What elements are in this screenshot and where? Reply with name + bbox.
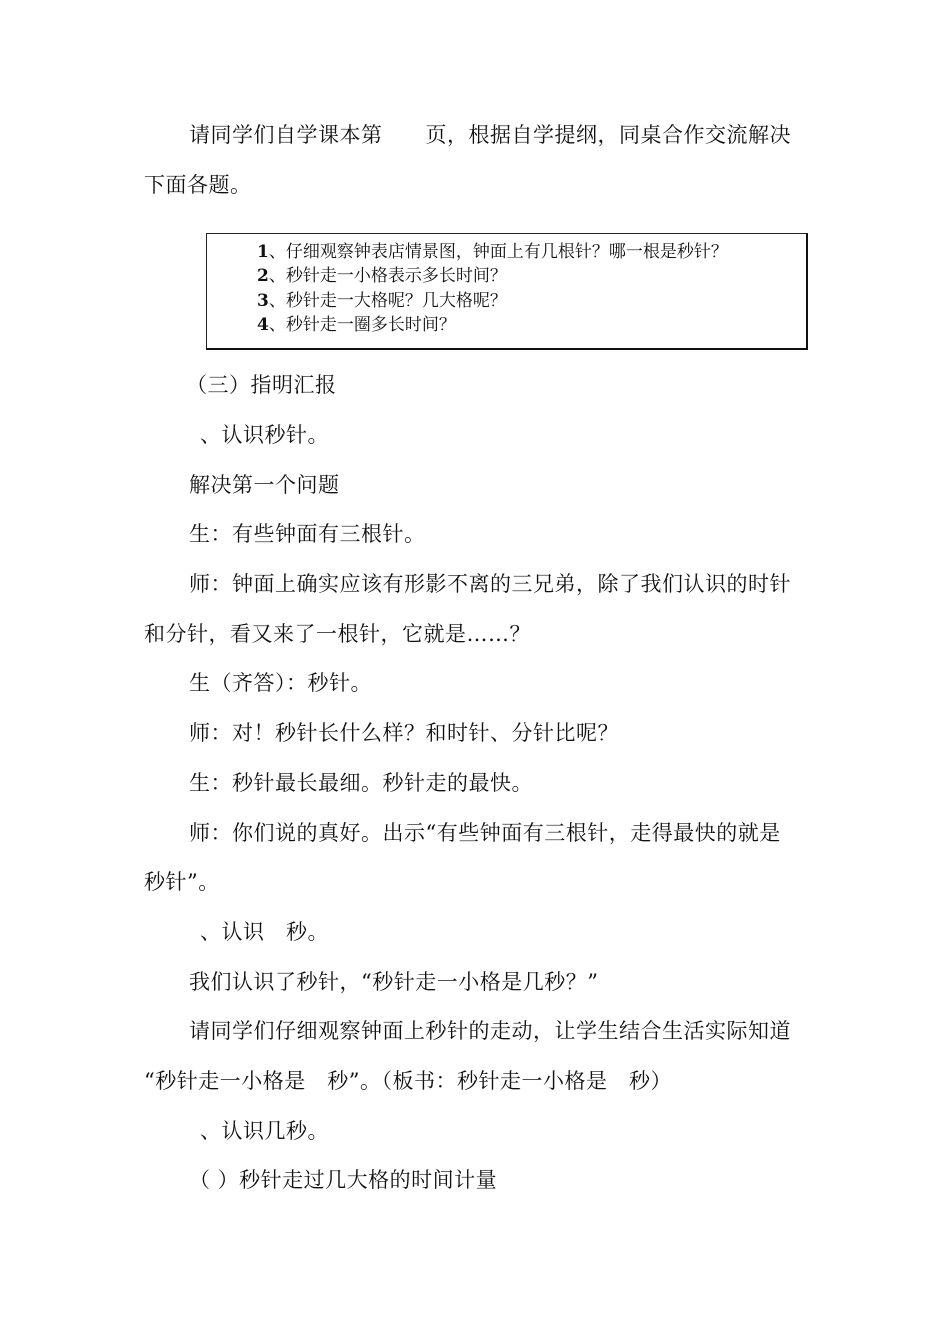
paragraph-student-2: 生（齐答）：秒针。 xyxy=(189,671,372,695)
intro-line-2: 下面各题。 xyxy=(144,173,252,197)
outline-item-number: 2 xyxy=(257,266,269,286)
paragraph-timing-big-divisions: （ ）秒针走过几大格的时间计量 xyxy=(189,1168,498,1192)
paragraph-observe-a: 请同学们仔细观察钟面上秒针的走动，让学生结合生活实际知道 xyxy=(189,1019,791,1043)
outline-item-2 xyxy=(257,265,507,287)
paragraph-observe-b: “秒针走一小格是 秒”。（板书：秒针走一小格是 秒） xyxy=(144,1069,672,1093)
outline-item-4 xyxy=(257,314,456,336)
intro-line-1: 请同学们自学课本第 页，根据自学提纲，同桌合作交流解决 xyxy=(189,123,791,147)
paragraph-student-1: 生：有些钟面有三根针。 xyxy=(189,522,426,546)
outline-item-text: 、秒针走一小格表示多长时间？ xyxy=(268,266,507,286)
outline-item-1 xyxy=(257,241,728,263)
outline-item-text: 、秒针走一大格呢？几大格呢？ xyxy=(268,291,507,311)
paragraph-know-second-hand-question: 我们认识了秒针，“秒针走一小格是几秒？” xyxy=(189,970,599,994)
outline-item-text: 、秒针走一圈多长时间？ xyxy=(268,315,456,335)
paragraph-know-several-seconds: 、认识几秒。 xyxy=(200,1119,329,1143)
paragraph-first-question: 解决第一个问题 xyxy=(189,473,340,497)
outline-item-3 xyxy=(257,290,507,312)
outline-item-number: 4 xyxy=(257,315,269,335)
paragraph-teacher-1b: 和分针，看又来了一根针，它就是……？ xyxy=(144,622,531,646)
outline-item-text: 、仔细观察钟表店情景图，钟面上有几根针？哪一根是秒针？ xyxy=(268,242,728,262)
outline-item-number: 1 xyxy=(257,242,269,262)
paragraph-teacher-2: 师：对！秒针长什么样？和时针、分针比呢？ xyxy=(189,721,619,745)
paragraph-teacher-1a: 师：钟面上确实应该有形影不离的三兄弟，除了我们认识的时针 xyxy=(189,572,791,596)
paragraph-student-3: 生：秒针最长最细。秒针走的最快。 xyxy=(189,771,533,795)
paragraph-teacher-3b: 秒针”。 xyxy=(144,870,220,894)
section-heading: （三）指明汇报 xyxy=(186,373,337,397)
outline-item-number: 3 xyxy=(257,291,269,311)
paragraph-teacher-3a: 师：你们说的真好。出示“有些钟面有三根针，走得最快的就是 xyxy=(189,821,781,845)
self-study-outline-box xyxy=(206,233,808,350)
paragraph-know-seconds: 、认识 秒。 xyxy=(200,920,329,944)
paragraph-know-second-hand: 、认识秒针。 xyxy=(200,423,329,447)
